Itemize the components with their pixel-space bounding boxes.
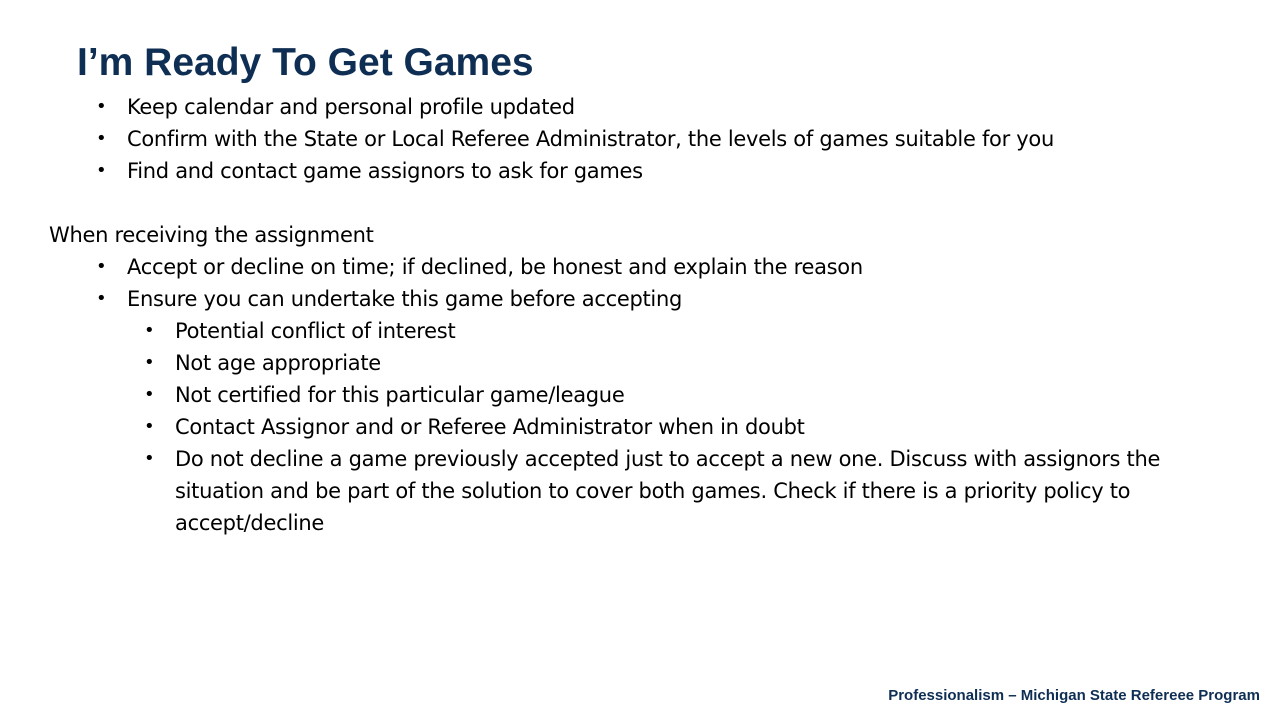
- bullet-icon: •: [96, 256, 107, 277]
- paragraph-spacer: [0, 187, 1280, 219]
- sub-bullet-item: [0, 379, 1280, 411]
- bullet-icon: •: [144, 448, 155, 469]
- sub-bullet-list: [0, 315, 1280, 539]
- assignment-bullet-item: [0, 251, 1280, 283]
- assignment-bullet-text: Ensure you can undertake this game before accepting: [127, 287, 682, 311]
- section-heading: When receiving the assignment: [49, 223, 374, 247]
- bullet-icon: •: [144, 320, 155, 341]
- sub-bullet-text: Do not decline a game previously accepted just to accept a new one. Discuss with assignors the situation and be part of the solution to cover both games. Check if there is a priority policy to accept/decline: [175, 447, 1161, 535]
- intro-bullet-text: Confirm with the State or Local Referee Administrator, the levels of games suitable for you: [127, 127, 1054, 151]
- sub-bullet-item: [0, 443, 1280, 539]
- sub-bullet-text: Contact Assignor and or Referee Administrator when in doubt: [175, 415, 805, 439]
- assignment-bullet-item: [0, 283, 1280, 315]
- sub-bullet-item: [0, 411, 1280, 443]
- assignment-bullet-list: [0, 251, 1280, 315]
- bullet-icon: •: [144, 384, 155, 405]
- intro-bullet-item: [0, 123, 1280, 155]
- sub-bullet-text: Not certified for this particular game/league: [175, 383, 625, 407]
- slide-content: [0, 91, 1280, 539]
- sub-bullet-text: Potential conflict of interest: [175, 319, 456, 343]
- intro-bullet-item: [0, 91, 1280, 123]
- bullet-icon: •: [96, 128, 107, 149]
- intro-bullet-text: Keep calendar and personal profile updated: [127, 95, 575, 119]
- bullet-icon: •: [96, 96, 107, 117]
- intro-bullet-list: [0, 91, 1280, 187]
- sub-bullet-item: [0, 315, 1280, 347]
- assignment-bullet-text: Accept or decline on time; if declined, be honest and explain the reason: [127, 255, 863, 279]
- slide-footer: Professionalism – Michigan State Refereee Program: [888, 687, 1260, 704]
- intro-bullet-item: [0, 155, 1280, 187]
- bullet-icon: •: [144, 416, 155, 437]
- slide-title: I’m Ready To Get Games: [77, 41, 534, 84]
- bullet-icon: •: [144, 352, 155, 373]
- sub-bullet-text: Not age appropriate: [175, 351, 381, 375]
- sub-bullet-item: [0, 347, 1280, 379]
- bullet-icon: •: [96, 288, 107, 309]
- bullet-icon: •: [96, 160, 107, 181]
- intro-bullet-text: Find and contact game assignors to ask for games: [127, 159, 643, 183]
